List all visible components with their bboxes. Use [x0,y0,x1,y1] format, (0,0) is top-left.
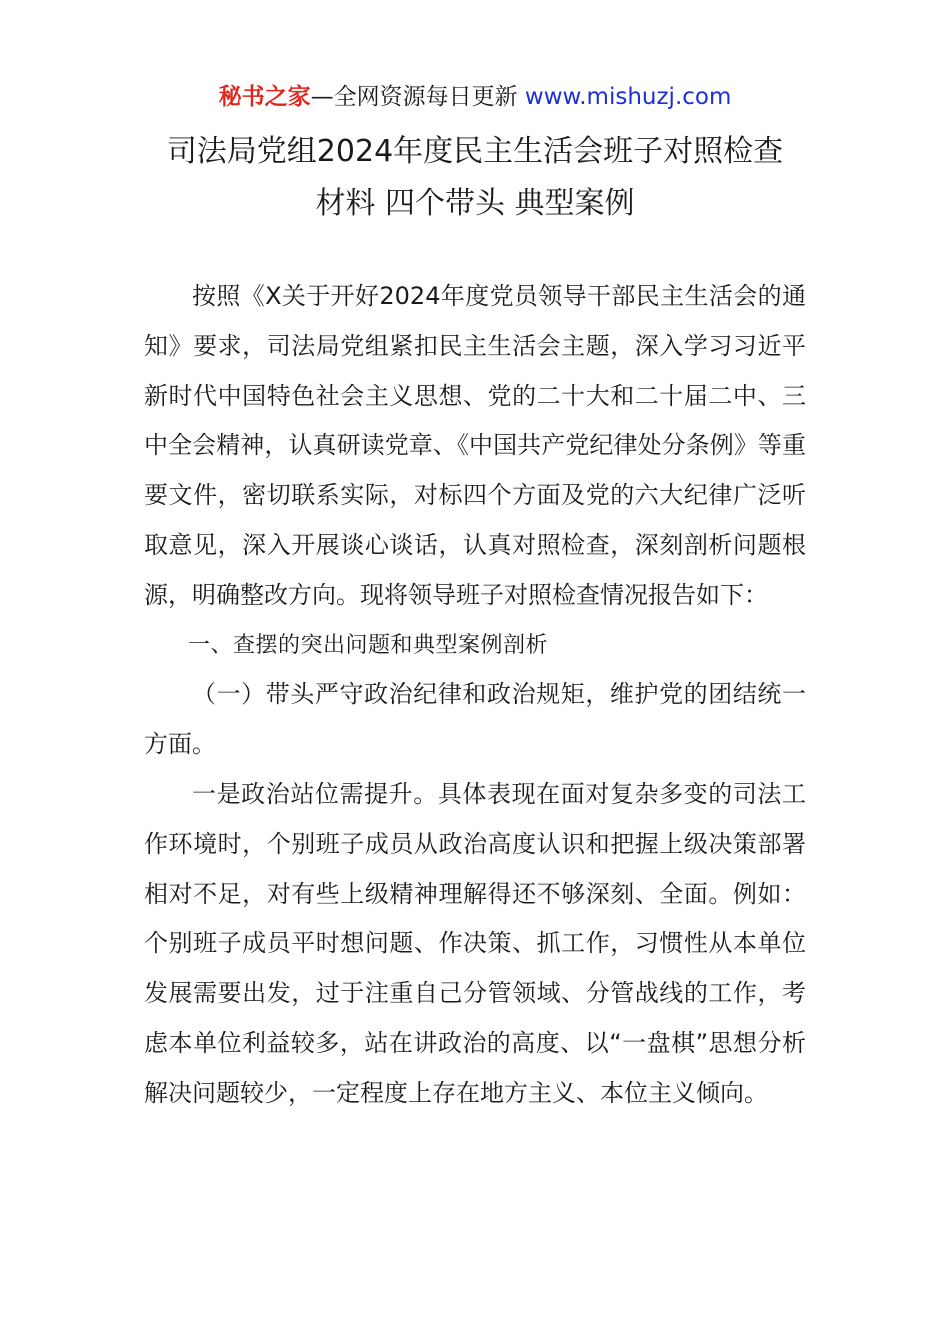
paragraph-point-one: 一是政治站位需提升。具体表现在面对复杂多变的司法工作环境时，个别班子成员从政治高度认识和把握上级决策部署相对不足，对有些上级精神理解得还不够深刻、全面。例如：个别班子成员平时想问题、作决策、抓工作，习惯性从本单位发展需要出发，过于注重自己分管领域、分管战线的工作，考虑本单位利益较多，站在讲政治的高度、以“一盘棋”思想分析解决问题较少，一定程度上存在地方主义、本位主义倾向。 [144,779,806,1107]
site-tagline: —全网资源每日更新 [310,84,525,110]
section-heading: 一、查摆的突出问题和典型案例剖析 [188,632,549,658]
document-body [144,272,806,1119]
document-title [60,126,890,230]
site-brand: 秘书之家 [218,84,311,110]
subsection-heading: （一）带头严守政治纪律和政治规矩，维护党的团结统一方面。 [144,680,806,759]
site-url: www.mishuzj.com [524,84,732,110]
site-header [0,82,950,112]
document-title-line-1: 司法局党组2024年度民主生活会班子对照检查 [166,134,784,169]
paragraph-intro: 按照《X关于开好2024年度党员领导干部民主生活会的通知》要求，司法局党组紧扣民主生活会主题，深入学习习近平新时代中国特色社会主义思想、党的二十大和二十届二中、三中全会精神，认真研读党章、《中国共产党纪律处分条例》等重要文件，密切联系实际，对标四个方面及党的六大纪律广泛听取意见，深入开展谈心谈话，认真对照检查，深刻剖析问题根源，明确整改方向。现将领导班子对照检查情况报告如下： [144,282,806,609]
document-title-line-2: 材料 四个带头 典型案例 [315,186,635,221]
